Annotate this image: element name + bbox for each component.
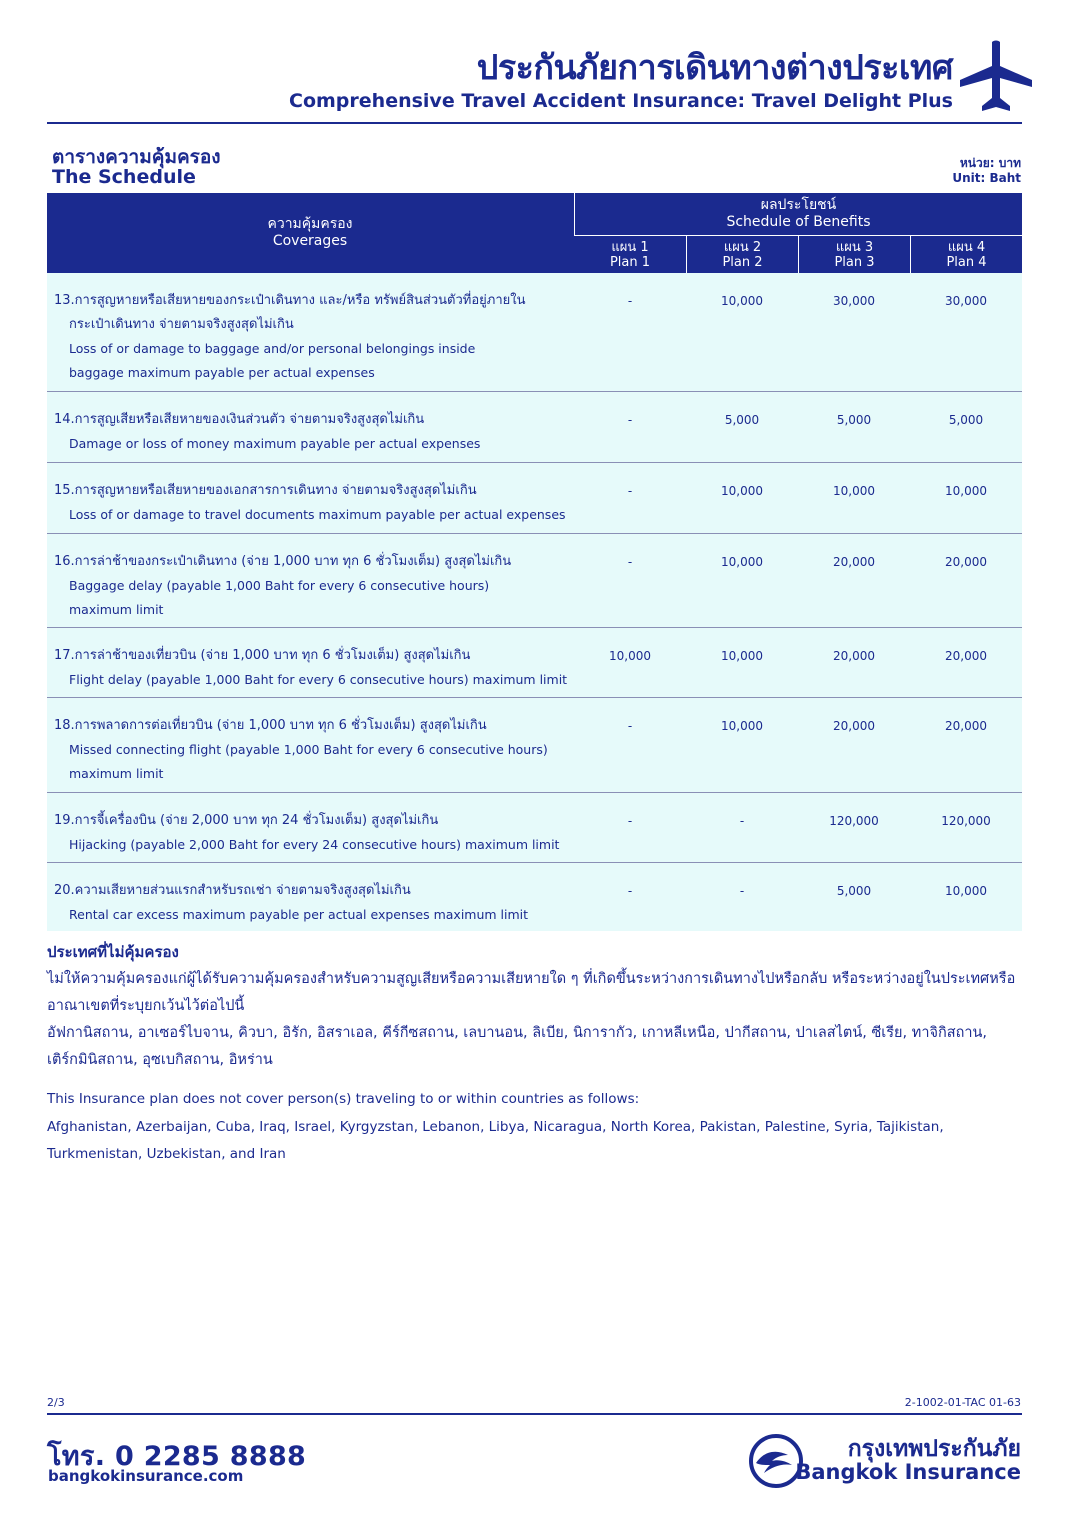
document-title-thai: ประกันภัยการเดินทางต่างประเทศ — [476, 48, 953, 88]
plan2-value: 10,000 — [721, 294, 763, 308]
plan-header-4: แผน 4 Plan 4 — [910, 236, 1022, 274]
website-link[interactable]: bangkokinsurance.com — [48, 1467, 244, 1485]
table-row — [47, 392, 1022, 463]
plan4-value: 10,000 — [945, 884, 987, 898]
plan3-value: 20,000 — [833, 649, 875, 663]
plan1-value: - — [627, 814, 633, 828]
table-row — [47, 698, 1022, 793]
header-divider — [47, 122, 1022, 124]
table-body — [47, 273, 1022, 931]
table-row — [47, 628, 1022, 698]
plan4-value: 30,000 — [945, 294, 987, 308]
plan1-value: - — [627, 413, 633, 427]
plan1-value: - — [627, 555, 633, 569]
table-row — [47, 863, 1022, 931]
benefits-header-thai: ผลประโยชน์ — [760, 197, 837, 213]
plan2-value: 10,000 — [721, 555, 763, 569]
excluded-countries-list-english: Afghanistan, Azerbaijan, Cuba, Iraq, Israel, Kyrgyzstan, Lebanon, Libya, Nicaragua, North Korea, Pakistan, Palestine, Syria, Tajikistan, Turkmenistan, Uzbekistan, and Iran — [47, 1119, 944, 1162]
airplane-icon — [958, 40, 1034, 114]
plan4-value: 120,000 — [941, 814, 991, 828]
coverage-cell: 14.การสูญเสียหรือเสียหายของเงินส่วนตัว จ่ายตามจริงสูงสุดไม่เกิน Damage or loss of money maximum payable per actual expenses — [54, 412, 481, 451]
coverage-cell: 15.การสูญหายหรือเสียหายของเอกสารการเดินทาง จ่ายตามจริงสูงสุดไม่เกิน Loss of or damage to travel documents maximum payable per actual expenses — [54, 483, 566, 522]
excluded-countries-text-english: This Insurance plan does not cover person(s) traveling to or within countries as follows: — [47, 1091, 640, 1107]
brand-name-thai: กรุงเทพประกันภัย — [847, 1436, 1021, 1462]
unit-label-english: Unit: Baht — [952, 171, 1021, 185]
coverage-cell: 18.การพลาดการต่อเที่ยวบิน (จ่าย 1,000 บาท ทุก 6 ชั่วโมงเต็ม) สูงสุดไม่เกิน Missed connecting flight (payable 1,000 Baht for every 6 consecutive hours) maximum limit — [54, 718, 548, 781]
plan3-value: 5,000 — [836, 413, 872, 427]
brand-name-english: Bangkok Insurance — [795, 1460, 1021, 1484]
excluded-countries-list-thai: อัฟกานิสถาน, อาเซอร์ไบจาน, คิวบา, อิรัก, อิสราเอล, คีร์กีซสถาน, เลบานอน, ลิเบีย, นิการากัว, เกาหลีเหนือ, ปากีสถาน, ปาเลสไตน์, ซีเรีย, ทาจิกิสถาน, เติร์กมินิสถาน, อุซเบกิสถาน, อิหร่าน — [47, 1025, 988, 1068]
plan2-value: 10,000 — [721, 484, 763, 498]
plan4-value: 20,000 — [945, 719, 987, 733]
table-header — [47, 193, 1022, 273]
plan3-value: 20,000 — [833, 555, 875, 569]
schedule-title-english: The Schedule — [52, 166, 196, 188]
document-code: 2-1002-01-TAC 01-63 — [904, 1396, 1021, 1409]
plan-headers — [574, 235, 1022, 273]
plan2-value: 10,000 — [721, 719, 763, 733]
plan4-value: 10,000 — [945, 484, 987, 498]
plan3-value: 30,000 — [833, 294, 875, 308]
table-row — [47, 534, 1022, 628]
coverages-header — [47, 193, 573, 273]
plan4-value: 5,000 — [948, 413, 984, 427]
benefits-header — [574, 193, 1022, 235]
table-row — [47, 273, 1022, 392]
unit-label-thai: หน่วย: บาท — [959, 156, 1021, 170]
plan1-value: - — [627, 484, 633, 498]
document-title-english: Comprehensive Travel Accident Insurance: Travel Delight Plus — [289, 90, 953, 112]
plan3-value: 120,000 — [829, 814, 879, 828]
plan2-value: 5,000 — [724, 413, 760, 427]
plan1-value: - — [627, 294, 633, 308]
plan2-value: - — [739, 814, 745, 828]
plan3-value: 5,000 — [836, 884, 872, 898]
plan4-value: 20,000 — [945, 649, 987, 663]
plan4-value: 20,000 — [945, 555, 987, 569]
coverage-cell: 20.ความเสียหายส่วนแรกสำหรับรถเช่า จ่ายตามจริงสูงสุดไม่เกิน Rental car excess maximum payable per actual expenses maximum limit — [54, 883, 529, 922]
plan3-value: 10,000 — [833, 484, 875, 498]
excluded-countries-title: ประเทศที่ไม่คุ้มครอง — [47, 943, 179, 961]
coverage-cell: 16.การล่าช้าของกระเป๋าเดินทาง (จ่าย 1,000 บาท ทุก 6 ชั่วโมงเต็ม) สูงสุดไม่เกิน Baggage delay (payable 1,000 Baht for every 6 consecutive hours) maximum limit — [54, 554, 512, 617]
plan-header-3: แผน 3 Plan 3 — [798, 236, 910, 274]
coverage-cell: 13.การสูญหายหรือเสียหายของกระเป๋าเดินทาง และ/หรือ ทรัพย์สินส่วนตัวที่อยู่ภายใน กระเป๋าเดินทาง จ่ายตามจริงสูงสุดไม่เกิน Loss of or damage to baggage and/or personal belongings inside baggage maximum payable per actual expenses — [54, 293, 526, 380]
plan2-value: - — [739, 884, 745, 898]
page-number: 2/3 — [47, 1396, 65, 1409]
plan-header-2: แผน 2 Plan 2 — [686, 236, 798, 274]
benefits-header-english: Schedule of Benefits — [726, 214, 871, 230]
plan-header-1: แผน 1 Plan 1 — [609, 240, 651, 270]
benefits-table — [47, 193, 1022, 931]
coverages-header-thai: ความคุ้มครอง — [267, 216, 353, 232]
excluded-countries-text-thai: ไม่ให้ความคุ้มครองแก่ผู้ได้รับความคุ้มครองสำหรับความสูญเสียหรือความเสียหายใด ๆ ที่เกิดขึ้นระหว่างการเดินทางไปหรือกลับ หรือระหว่างอยู่ในประเทศหรืออาณาเขตที่ระบุยกเว้นไว้ต่อไปนี้ — [47, 971, 1016, 1014]
coverage-cell: 19.การจี้เครื่องบิน (จ่าย 2,000 บาท ทุก 24 ชั่วโมงเต็ม) สูงสุดไม่เกิน Hijacking (payable 2,000 Baht for every 24 consecutive hours) maximum limit — [54, 813, 560, 852]
plan1-value: - — [627, 884, 633, 898]
plan1-value: 10,000 — [609, 649, 651, 663]
plan2-value: 10,000 — [721, 649, 763, 663]
plan1-value: - — [627, 719, 633, 733]
footer-divider — [47, 1413, 1022, 1415]
plan3-value: 20,000 — [833, 719, 875, 733]
table-row — [47, 463, 1022, 534]
coverages-header-english: Coverages — [272, 233, 348, 249]
table-row — [47, 793, 1022, 863]
coverage-cell: 17.การล่าช้าของเที่ยวบิน (จ่าย 1,000 บาท ทุก 6 ชั่วโมงเต็ม) สูงสุดไม่เกิน Flight delay (payable 1,000 Baht for every 6 consecutive hours) maximum limit — [54, 648, 568, 687]
schedule-title-thai: ตารางความคุ้มครอง — [52, 146, 221, 168]
phone-number: โทร. 0 2285 8888 — [47, 1441, 307, 1472]
